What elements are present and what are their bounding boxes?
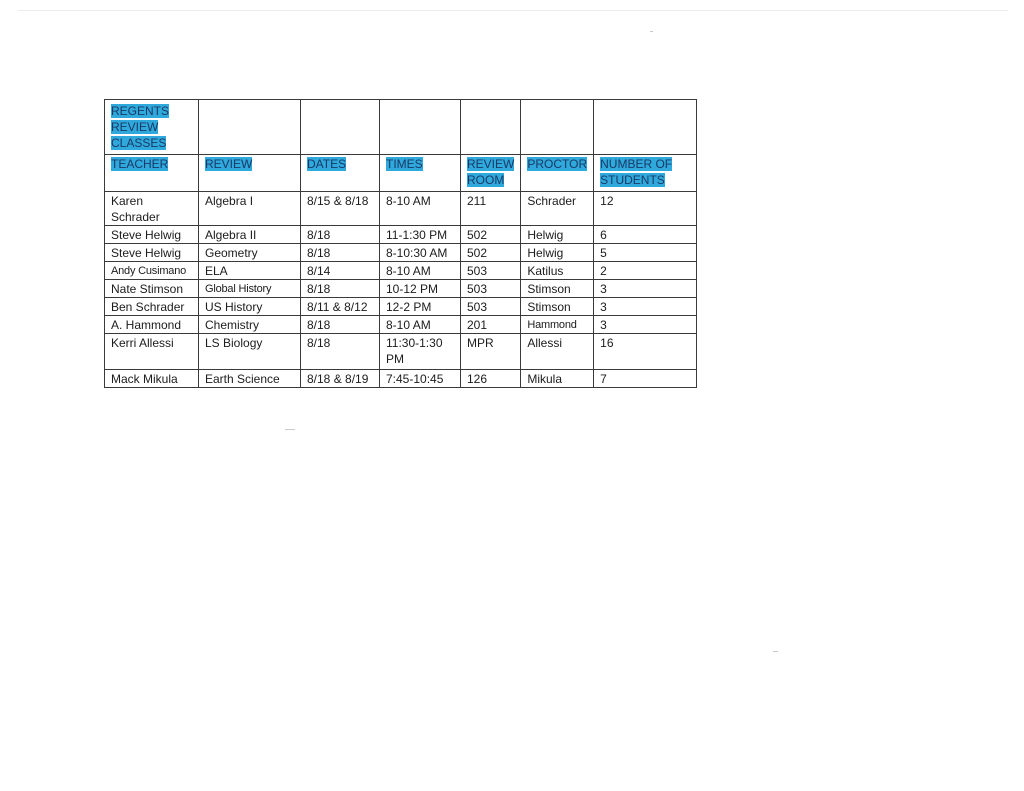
title-cell [105,100,199,155]
cell-review: ELA [199,262,301,280]
table-row [105,370,697,388]
cell-room: 201 [461,316,521,334]
table-row [105,316,697,334]
cell-proctor: Helwig [521,244,594,262]
cell-review: Chemistry [199,316,301,334]
cell-dates: 8/18 [301,334,380,370]
cell-room: 503 [461,280,521,298]
cell-proctor: Hammond [521,316,594,334]
cell-teacher: Steve Helwig [105,244,199,262]
header-dates: DATES [307,157,347,171]
table-row [105,226,697,244]
cell-review: Algebra I [199,192,301,226]
header-cell [380,155,461,192]
cell-room: 503 [461,298,521,316]
cell-times: 7:45-10:45 [380,370,461,388]
scan-speck [773,651,778,652]
cell-students: 3 [594,298,697,316]
table-row [105,262,697,280]
cell-room: 503 [461,262,521,280]
cell-review: Algebra II [199,226,301,244]
table-row [105,334,697,370]
empty-cell [594,100,697,155]
cell-teacher: Mack Mikula [105,370,199,388]
cell-review: LS Biology [199,334,301,370]
cell-proctor: Schrader [521,192,594,226]
table-row [105,298,697,316]
header-proctor: PROCTOR [527,157,588,171]
cell-proctor: Katilus [521,262,594,280]
table-row [105,192,697,226]
cell-review: Geometry [199,244,301,262]
cell-dates: 8/18 & 8/19 [301,370,380,388]
cell-teacher: Karen Schrader [105,192,199,226]
cell-dates: 8/15 & 8/18 [301,192,380,226]
cell-review: US History [199,298,301,316]
header-teacher: TEACHER [111,157,169,171]
cell-review: Global History [199,280,301,298]
cell-students: 3 [594,280,697,298]
cell-proctor: Stimson [521,280,594,298]
cell-times: 12-2 PM [380,298,461,316]
cell-dates: 8/11 & 8/12 [301,298,380,316]
cell-proctor: Mikula [521,370,594,388]
empty-cell [199,100,301,155]
empty-cell [301,100,380,155]
cell-students: 2 [594,262,697,280]
cell-proctor: Allessi [521,334,594,370]
scan-edge-line [18,10,1008,11]
cell-dates: 8/18 [301,244,380,262]
cell-teacher: Andy Cusimano [105,262,199,280]
header-cell [461,155,521,192]
scan-speck [650,31,653,32]
cell-dates: 8/18 [301,226,380,244]
header-review-room: REVIEW ROOM [467,157,515,187]
cell-times: 11-1:30 PM [380,226,461,244]
cell-students: 6 [594,226,697,244]
empty-cell [461,100,521,155]
cell-room: 126 [461,370,521,388]
regents-review-table [104,99,697,388]
header-cell [199,155,301,192]
header-number-of-students: NUMBER OF STUDENTS [600,157,673,187]
cell-times: 8-10:30 AM [380,244,461,262]
cell-students: 3 [594,316,697,334]
cell-students: 12 [594,192,697,226]
cell-students: 5 [594,244,697,262]
cell-review: Earth Science [199,370,301,388]
scan-speck [285,429,295,430]
cell-times: 8-10 AM [380,192,461,226]
table-body [105,100,697,388]
cell-students: 7 [594,370,697,388]
header-cell [521,155,594,192]
cell-room: 211 [461,192,521,226]
cell-proctor: Helwig [521,226,594,244]
header-times: TIMES [386,157,423,171]
cell-room: MPR [461,334,521,370]
cell-times: 10-12 PM [380,280,461,298]
cell-times: 8-10 AM [380,316,461,334]
header-cell [105,155,199,192]
cell-dates: 8/18 [301,280,380,298]
cell-room: 502 [461,226,521,244]
cell-dates: 8/14 [301,262,380,280]
table-row [105,280,697,298]
title-row [105,100,697,155]
empty-cell [521,100,594,155]
header-review: REVIEW [205,157,253,171]
header-cell [301,155,380,192]
cell-proctor: Stimson [521,298,594,316]
cell-teacher: Steve Helwig [105,226,199,244]
cell-teacher: Ben Schrader [105,298,199,316]
cell-room: 502 [461,244,521,262]
cell-teacher: Kerri Allessi [105,334,199,370]
cell-teacher: A. Hammond [105,316,199,334]
cell-teacher: Nate Stimson [105,280,199,298]
empty-cell [380,100,461,155]
table-row [105,244,697,262]
header-cell [594,155,697,192]
cell-times: 11:30-1:30 PM [380,334,461,370]
cell-times: 8-10 AM [380,262,461,280]
table-title: REGENTS REVIEW CLASSES [111,104,170,150]
cell-students: 16 [594,334,697,370]
header-row [105,155,697,192]
cell-dates: 8/18 [301,316,380,334]
